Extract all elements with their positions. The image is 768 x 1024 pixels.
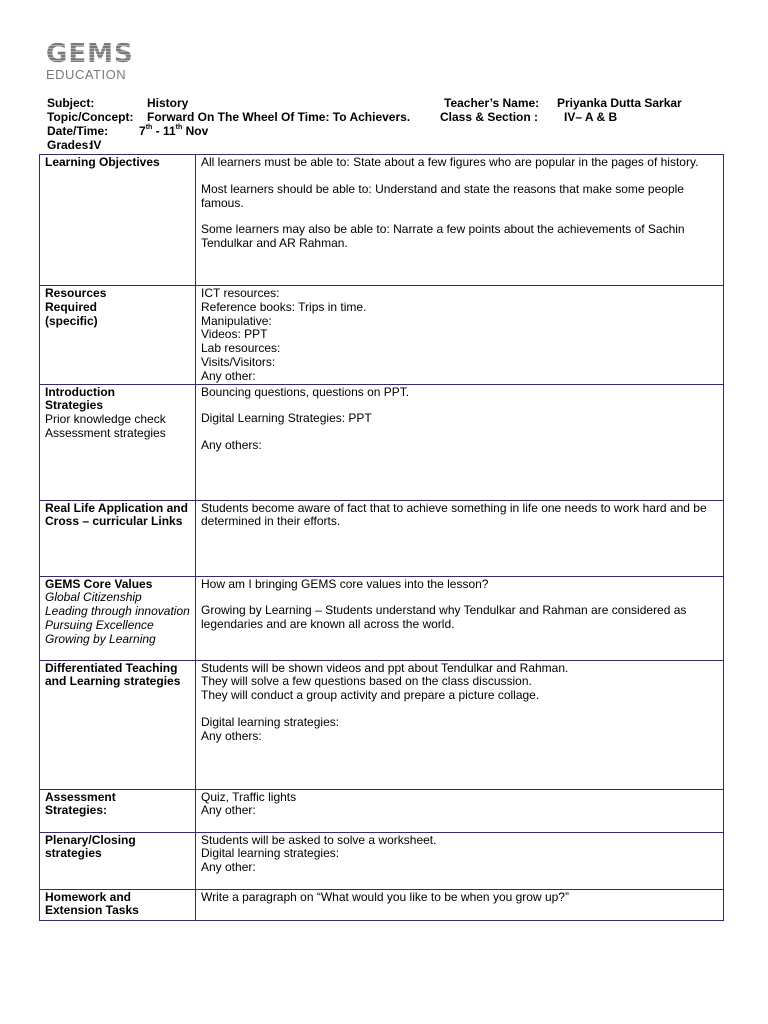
date-value: 7th - 11th Nov	[139, 124, 209, 138]
objective-all: All learners must be able to: State about a few figures who are popular in the pages of history.	[201, 155, 699, 169]
logo-subtitle: EDUCATION	[46, 67, 127, 82]
row-core-values	[40, 576, 724, 660]
row-resources	[40, 286, 724, 385]
row-learning-objectives	[40, 155, 724, 286]
row-introduction	[40, 384, 724, 500]
teacher-value: Priyanka Dutta Sarkar	[557, 96, 682, 110]
content-core-values: How am I bringing GEMS core values into the lesson? Growing by Learning – Students understand why Tendulkar and Rahman are considered as legendaries and are known all across the world.	[196, 576, 724, 660]
label-resources: Resources Required (specific)	[40, 286, 196, 385]
class-value: IV– A & B	[564, 110, 618, 124]
content-resources: ICT resources: Reference books: Trips in time. Manipulative: Videos: PPT Lab resources: Visits/Visitors: Any other:	[196, 286, 724, 385]
label-homework: Homework and Extension Tasks	[40, 889, 196, 920]
label-differentiated: Differentiated Teaching and Learning strategies	[40, 660, 196, 789]
grades-label: Grades:	[47, 138, 93, 152]
subject-value: History	[147, 96, 189, 110]
label-core-values: GEMS Core Values Global Citizenship Leading through innovation Pursuing Excellence Growing by Learning	[40, 576, 196, 660]
teacher-label: Teacher’s Name:	[444, 96, 540, 110]
topic-label: Topic/Concept:	[47, 110, 134, 124]
row-assessment	[40, 789, 724, 832]
content-homework: Write a paragraph on “What would you like to be when you grow up?”	[196, 889, 724, 920]
content-learning-objectives	[196, 155, 724, 286]
content-plenary: Students will be asked to solve a worksheet. Digital learning strategies: Any other:	[196, 832, 724, 889]
content-real-life: Students become aware of fact that to achieve something in life one needs to work hard and be determined in their efforts.	[196, 500, 724, 576]
subject-label: Subject:	[47, 96, 95, 110]
class-label: Class & Section :	[440, 110, 539, 124]
label-real-life: Real Life Application and Cross – curricular Links	[40, 500, 196, 576]
row-differentiated	[40, 660, 724, 789]
label-learning-objectives: Learning Objectives	[40, 155, 196, 286]
lesson-plan-table	[39, 154, 724, 921]
row-homework	[40, 889, 724, 920]
label-plenary: Plenary/Closing strategies	[40, 832, 196, 889]
content-differentiated: Students will be shown videos and ppt about Tendulkar and Rahman. They will solve a few questions based on the class discussion. They will conduct a group activity and prepare a picture collage. Digital learning strategies: Any others:	[196, 660, 724, 789]
grades-value: IV	[90, 138, 102, 152]
content-assessment: Quiz, Traffic lights Any other:	[196, 789, 724, 832]
gems-logo	[46, 39, 134, 82]
row-real-life	[40, 500, 724, 576]
row-plenary	[40, 832, 724, 889]
label-introduction: Introduction Strategies Prior knowledge check Assessment strategies	[40, 384, 196, 500]
date-label: Date/Time:	[47, 124, 109, 138]
content-introduction: Bouncing questions, questions on PPT. Digital Learning Strategies: PPT Any others:	[196, 384, 724, 500]
objective-most: Most learners should be able to: Understand and state the reasons that make some people famous.	[201, 181, 684, 210]
topic-value: Forward On The Wheel Of Time: To Achievers.	[147, 110, 411, 124]
label-assessment: Assessment Strategies:	[40, 789, 196, 832]
logo-brand: GEMS	[46, 39, 134, 69]
objective-some: Some learners may also be able to: Narrate a few points about the achievements of Sachin Tendulkar and AR Rahman.	[201, 222, 685, 251]
